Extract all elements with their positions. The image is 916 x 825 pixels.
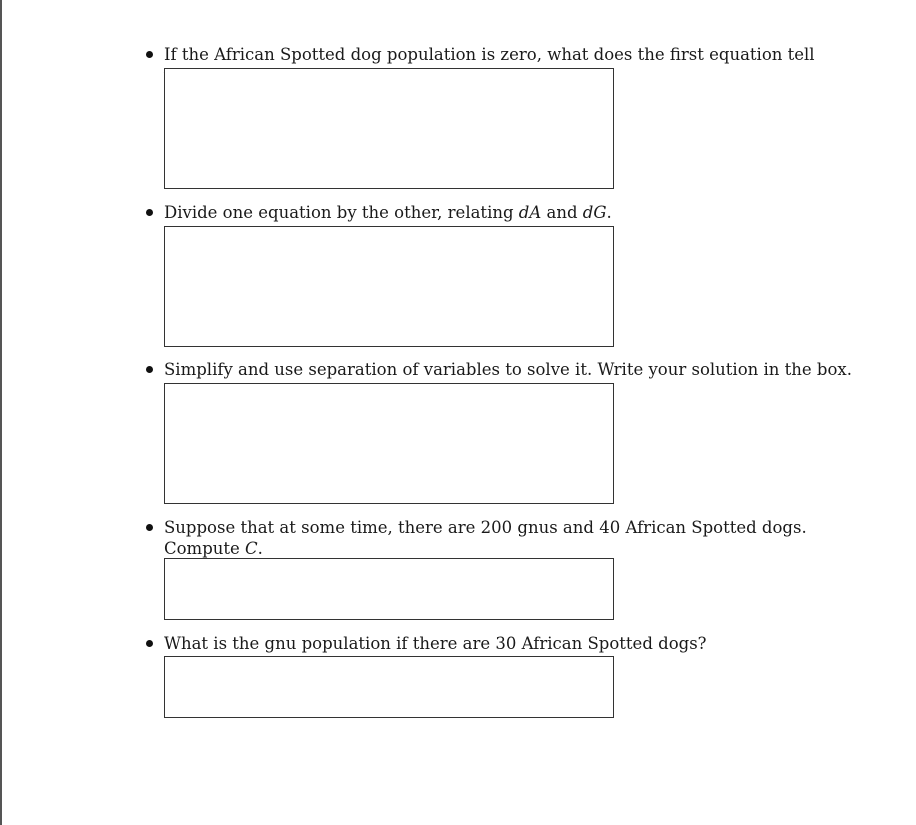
bullet-icon	[146, 640, 153, 647]
answer-box-1[interactable]	[164, 68, 614, 189]
question-text-4: Suppose that at some time, there are 200 gnus and 40 African Spotted dogs. Compute C.	[164, 518, 807, 558]
question-text-3: Simplify and use separation of variables to solve it. Write your solution in the box.	[164, 360, 852, 379]
question-text-1: If the African Spotted dog population is zero, what does the first equation tell	[164, 45, 815, 64]
bullet-icon	[146, 524, 153, 531]
bullet-icon	[146, 366, 153, 373]
bullet-icon	[146, 209, 153, 216]
bullet-icon	[146, 51, 153, 58]
answer-box-2[interactable]	[164, 226, 614, 347]
question-text-2: Divide one equation by the other, relating dA and dG.	[164, 203, 612, 222]
answer-box-4[interactable]	[164, 558, 614, 620]
answer-box-5[interactable]	[164, 656, 614, 718]
page-left-border	[0, 0, 2, 825]
question-text-5: What is the gnu population if there are 30 African Spotted dogs?	[164, 634, 707, 653]
answer-box-3[interactable]	[164, 383, 614, 504]
